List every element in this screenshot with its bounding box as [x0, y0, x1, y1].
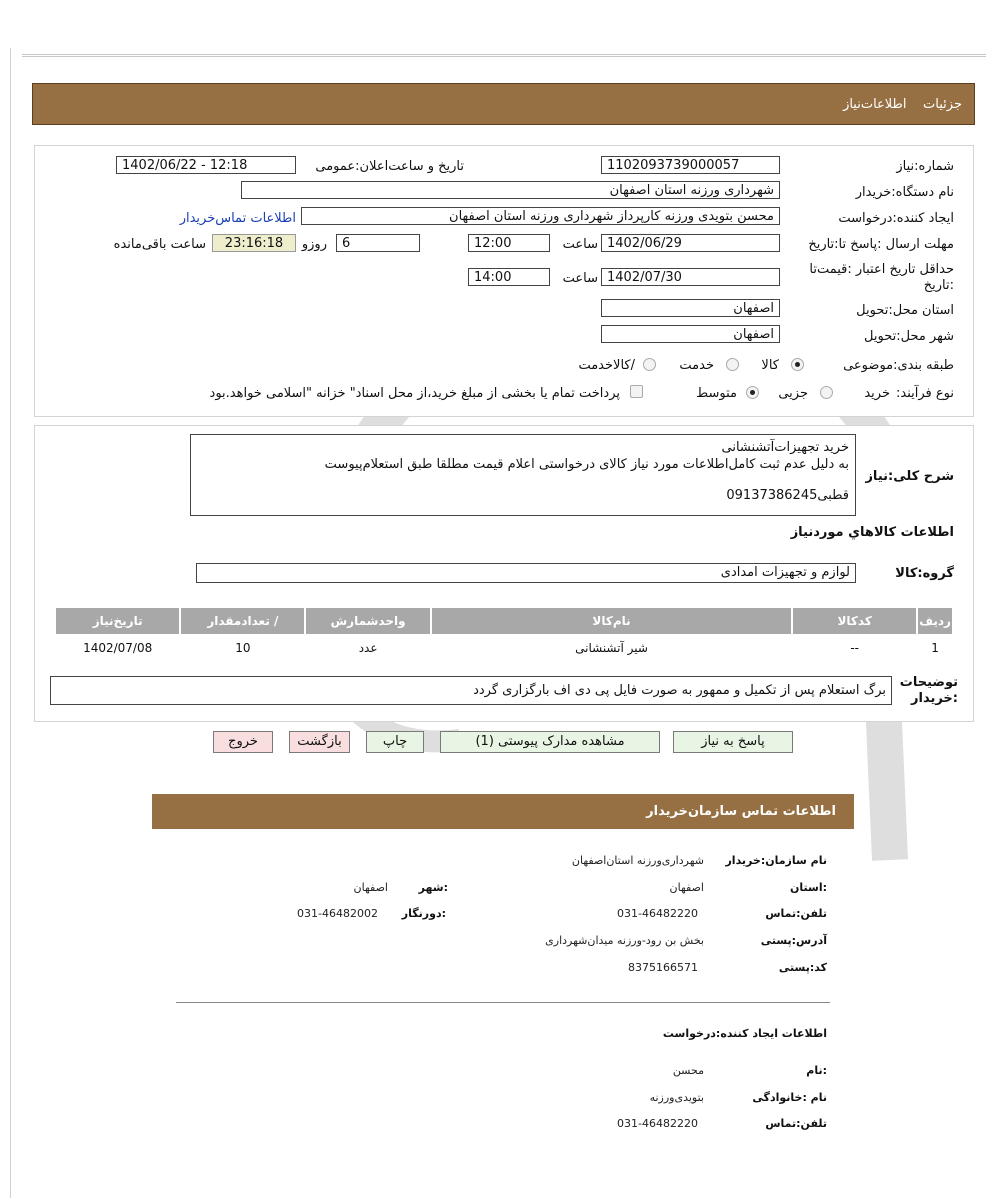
fax-label: :دورنگار [401, 907, 446, 920]
validity-time-field: 14:00 [468, 268, 550, 286]
category-service-radio[interactable] [726, 358, 739, 371]
creator-info-title: اطلاعات ایجاد کننده:درخواست [662, 1027, 827, 1040]
org-name-value: شهرداری‌ورزنه استان‌اصفهان [571, 854, 704, 867]
days-field: 6 [336, 234, 420, 252]
category-both-label: /کالاخدمت [578, 358, 635, 373]
summary-box [190, 434, 856, 516]
city-label: شهر محل:تحویل [864, 329, 954, 344]
deadline-time-field: 12:00 [468, 234, 550, 252]
process-minor-radio[interactable] [820, 386, 833, 399]
org-name-label: نام سازمان:خریدار [725, 854, 827, 867]
contact-divider [176, 1002, 830, 1003]
col-name: نام‌کالا [432, 608, 792, 634]
process-purchase-label: خرید [864, 386, 890, 401]
reply-button[interactable]: پاسخ به نیاز [673, 731, 793, 753]
validity-label: حداقل تاریخ اعتبار :قیمت‌تا :تاریخ [809, 262, 954, 293]
postal-code-label: کد:پستی [778, 961, 827, 974]
creator-field: محسن بتویدی ورزنه کارپرداز شهرداری ورزنه استان اصفهان [301, 207, 780, 225]
need-number-field: 1102093739000057 [601, 156, 780, 174]
exit-button[interactable]: خروج [213, 731, 273, 753]
top-divider [22, 54, 986, 57]
creator-label: ایجاد کننده:درخواست [838, 211, 954, 226]
back-button[interactable]: بازگشت [289, 731, 350, 753]
goods-table-header [56, 608, 952, 634]
validity-time-label: ساعت [562, 271, 598, 286]
phone-label: تلفن:تماس [765, 907, 827, 920]
summary-line-2: به دلیل عدم ثبت کامل‌اطلاعات مورد نیاز کالای درخواستی اعلام قیمت مطلقا طبق استعلام‌پیوست [324, 457, 849, 472]
deadline-time-label: ساعت [562, 237, 598, 252]
need-number-label: شماره:نیاز [896, 159, 954, 174]
province-contact-label: :استان [790, 881, 827, 894]
cell-date: 1402/07/08 [83, 641, 153, 655]
tab-need-info[interactable]: اطلاعات‌نیاز [843, 97, 907, 112]
col-code: کدکالا [793, 608, 916, 634]
print-button[interactable]: چاپ [366, 731, 424, 753]
city-contact-label: :شهر [418, 881, 448, 894]
fax-value: 031-46482002 [297, 907, 378, 920]
process-medium-label: متوسط [696, 386, 737, 401]
goods-info-heading: اطلاعات کالاهاي موردنیاز [790, 525, 954, 540]
process-medium-radio[interactable] [746, 386, 759, 399]
creator-phone-label: تلفن:تماس [765, 1117, 827, 1130]
summary-line-1: خرید تجهیزات‌آتشنشانی [721, 440, 849, 455]
creator-family-value: بتویدی‌ورزنه [649, 1091, 704, 1104]
goods-group-field: لوازم و تجهیزات امدادی [196, 563, 856, 583]
process-minor-label: جزیی [778, 386, 808, 401]
col-unit: واحدشمارش [306, 608, 429, 634]
summary-line-3: قطبی09137386245 [726, 488, 849, 503]
postal-code-value: 8375166571 [628, 961, 698, 974]
summary-label: شرح کلی:نیاز [865, 469, 954, 484]
goods-group-label: گروه:کالا [895, 566, 954, 581]
city-contact-value: اصفهان [353, 881, 388, 894]
view-attachments-button[interactable]: مشاهده مدارک پیوستی (1) [440, 731, 660, 753]
announce-field: 1402/06/22 - 12:18 [116, 156, 296, 174]
category-goods-label: کالا [761, 358, 779, 373]
validity-date-field: 1402/07/30 [601, 268, 780, 286]
creator-name-value: محسن [672, 1064, 704, 1077]
treasury-payment-checkbox[interactable] [630, 385, 643, 398]
deadline-label: مهلت ارسال :پاسخ تا:تاریخ [808, 237, 954, 252]
goods-table [54, 606, 954, 662]
category-label: طبقه بندی:موضوعی [843, 358, 954, 373]
cell-name: شیر آتشنشانی [575, 641, 648, 655]
cell-code: -- [850, 641, 859, 655]
top-header-bar [32, 83, 975, 125]
table-row [56, 636, 952, 660]
creator-phone-value: 031-46482220 [617, 1117, 698, 1130]
remaining-timer: 23:16:18 [212, 234, 296, 252]
deadline-date-field: 1402/06/29 [601, 234, 780, 252]
category-both-radio[interactable] [643, 358, 656, 371]
page-left-rule [10, 48, 11, 1198]
tab-details[interactable]: جزئيات اطلاعات‌نیاز [843, 97, 962, 112]
address-label: آدرس:پستی [760, 934, 827, 947]
days-label: روزو [301, 237, 327, 252]
cell-qty: 10 [235, 641, 251, 655]
province-contact-value: اصفهان [669, 881, 704, 894]
city-field: اصفهان [601, 325, 780, 343]
buyer-contact-link[interactable]: اطلاعات تماس‌خریدار [179, 211, 296, 226]
treasury-payment-note: پرداخت تمام یا بخشی از مبلغ خرید،از محل اسناد" خزانه "اسلامی خواهد.بود [209, 386, 620, 401]
province-label: استان محل:تحویل [856, 303, 954, 318]
buyer-notes-label: توضیحات :خریدار [899, 675, 958, 706]
category-service-label: خدمت [679, 358, 714, 373]
contact-title: اطلاعات تماس سازمان‌خریدار [646, 804, 836, 819]
buyer-notes-field: برگ استعلام پس از تکمیل و ممهور به صورت فایل پی دی اف بارگزاری گردد [50, 676, 892, 705]
category-goods-radio[interactable] [791, 358, 804, 371]
remaining-label: ساعت باقی‌مانده [113, 237, 206, 252]
buyer-label: نام دستگاه:خریدار [855, 185, 954, 200]
creator-name-label: :نام [806, 1064, 827, 1077]
cell-unit: عدد [358, 641, 378, 655]
province-field: اصفهان [601, 299, 780, 317]
phone-value: 031-46482220 [617, 907, 698, 920]
col-date: تاریخ‌نیاز [56, 608, 179, 634]
creator-family-label: نام :خانوادگی [752, 1091, 827, 1104]
announce-label: تاریخ و ساعت‌اعلان:عمومی [315, 159, 464, 174]
col-qty: / تعدادمقدار [181, 608, 304, 634]
address-value: بخش بن رود-ورزنه میدان‌شهرداری [545, 934, 704, 947]
buyer-field: شهرداری ورزنه استان اصفهان [241, 181, 780, 199]
contact-header-bar [152, 794, 854, 829]
col-row: ردیف [918, 608, 952, 634]
process-label: نوع فرآیند: [896, 386, 954, 401]
cell-row: 1 [931, 641, 939, 655]
